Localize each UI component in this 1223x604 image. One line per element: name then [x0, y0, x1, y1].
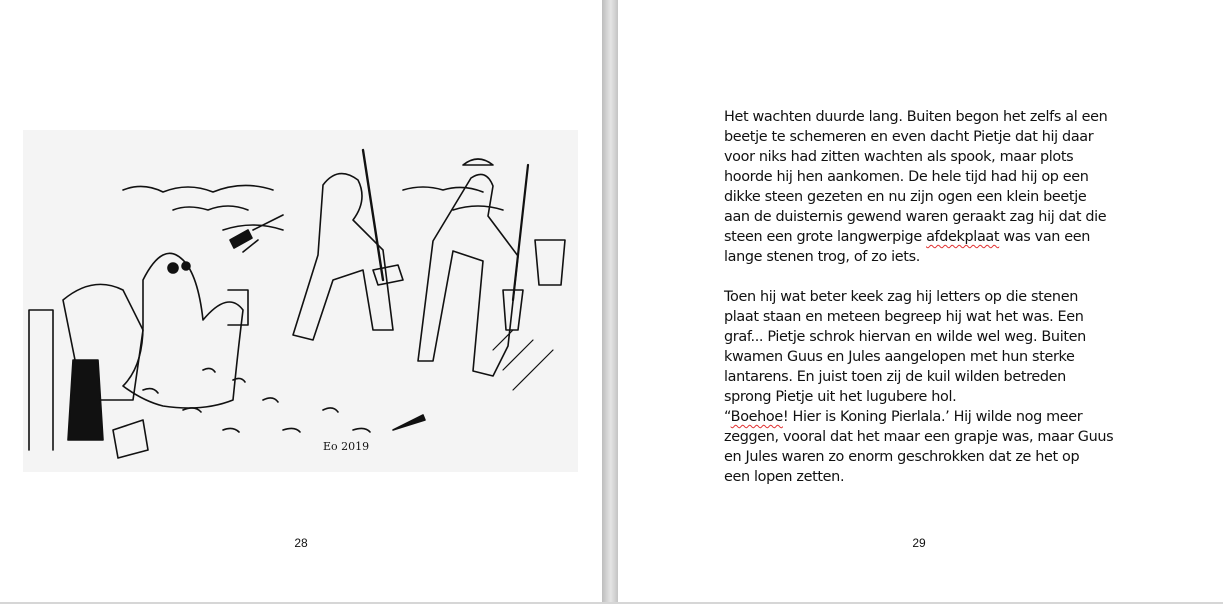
right-page	[618, 0, 1223, 602]
text-line: zeggen, vooral dat het maar een grapje was, maar Guus	[724, 429, 1114, 445]
text-line: lange stenen trog, of zo iets.	[724, 249, 920, 265]
text-line: lantarens. En juist toen zij de kuil wilden betreden	[724, 369, 1066, 385]
ghost-illustration	[23, 130, 578, 472]
text-line: graf... Pietje schrok hiervan en wilde wel weg. Buiten	[724, 329, 1086, 345]
text-fragment: ! Hier is Koning Pierlala.’ Hij wilde nog meer	[782, 409, 1083, 425]
text-line: beetje te schemeren en even dacht Pietje dat hij daar	[724, 129, 1094, 145]
book-gutter	[602, 0, 618, 604]
text-line: een lopen zetten.	[724, 469, 845, 485]
page-number-left: 28	[294, 536, 308, 550]
text-line-spellcheck	[724, 227, 1124, 247]
paragraph-gap	[724, 267, 1124, 287]
illustration-signature: Eo 2019	[323, 440, 370, 453]
text-line: en Jules waren zo enorm geschrokken dat ze het op	[724, 449, 1080, 465]
text-line: kwamen Guus en Jules aangelopen met hun sterke	[724, 349, 1075, 365]
text-line: hoorde hij hen aankomen. De hele tijd had hij op een	[724, 169, 1089, 185]
spellcheck-flagged-word[interactable]: Boehoe	[730, 409, 783, 425]
spellcheck-flagged-word[interactable]: afdekplaat	[926, 229, 1000, 245]
text-fragment: “	[724, 409, 731, 425]
page-number-right: 29	[912, 536, 926, 550]
text-line: voor niks had zitten wachten als spook, maar plots	[724, 149, 1074, 165]
illustration-drawing	[23, 130, 578, 472]
text-line: Het wachten duurde lang. Buiten begon het zelfs al een	[724, 109, 1108, 125]
text-line: aan de duisternis gewend waren geraakt zag hij dat die	[724, 209, 1107, 225]
text-fragment: steen een grote langwerpige	[724, 229, 927, 245]
text-line: plaat staan en meteen begreep hij wat het was. Een	[724, 309, 1084, 325]
left-page	[0, 0, 602, 602]
text-line: sprong Pietje uit het lugubere hol.	[724, 389, 957, 405]
text-line-dialog	[724, 407, 1124, 427]
story-text	[724, 107, 1124, 487]
text-fragment: was van een	[999, 229, 1091, 245]
text-line: dikke steen gezeten en nu zijn ogen een klein beetje	[724, 189, 1087, 205]
text-line: Toen hij wat beter keek zag hij letters op die stenen	[724, 289, 1078, 305]
